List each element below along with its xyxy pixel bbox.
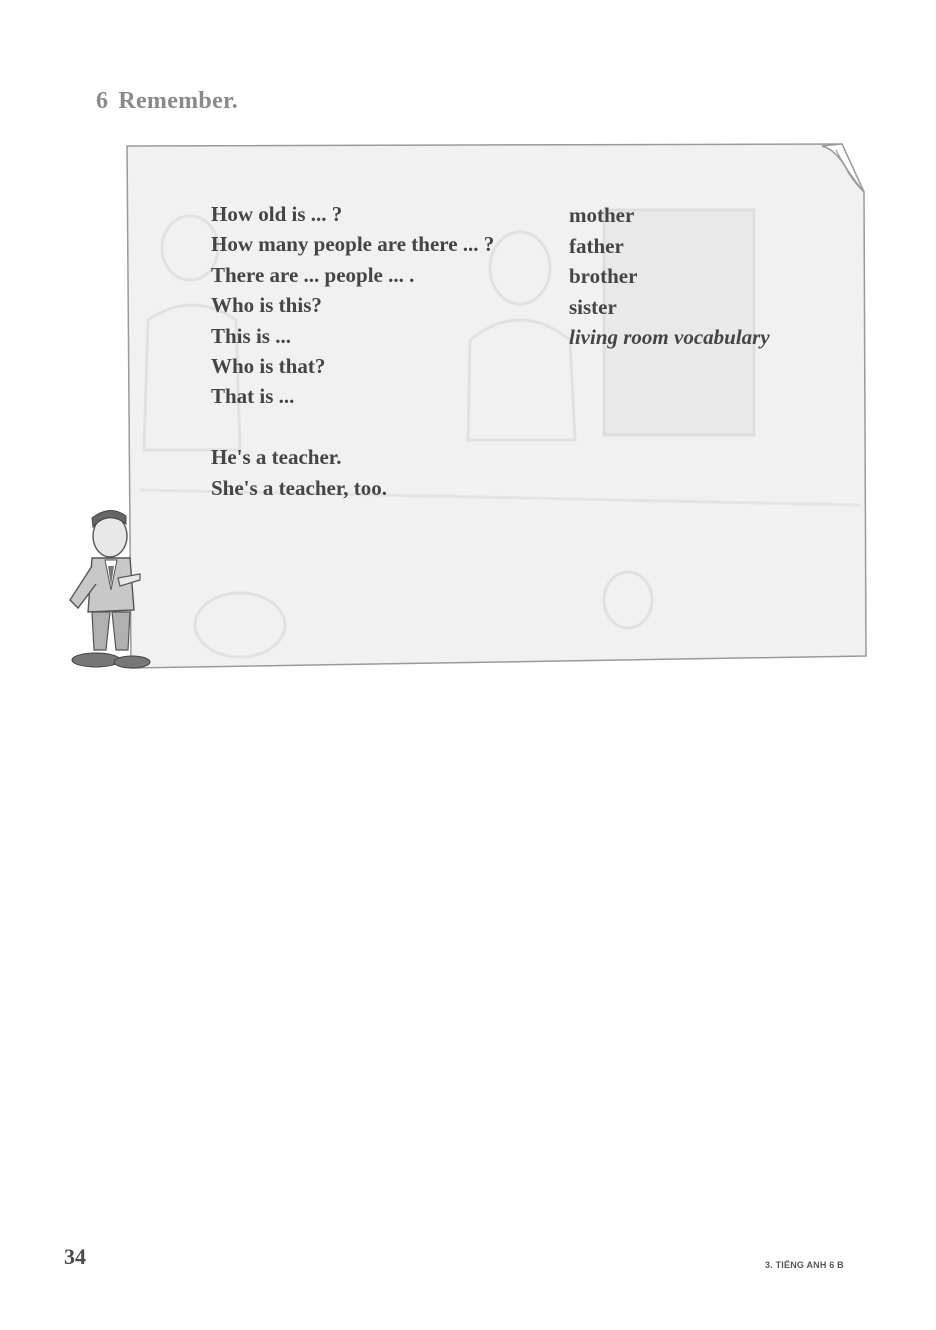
vocabulary-note: living room vocabulary bbox=[569, 325, 770, 350]
phrase-item: How many people are there ... ? bbox=[211, 232, 495, 257]
phrase-list bbox=[211, 199, 494, 503]
example-item: He's a teacher. bbox=[211, 445, 342, 470]
vocabulary-list bbox=[569, 200, 770, 353]
footer-tag: 3. TIẾNG ANH 6 B bbox=[765, 1260, 844, 1270]
phrase-item: Who is this? bbox=[211, 293, 322, 318]
spacer bbox=[211, 412, 494, 442]
page-number: 34 bbox=[64, 1244, 86, 1269]
phrase-item: That is ... bbox=[211, 384, 295, 409]
vocabulary-item: father bbox=[569, 233, 624, 258]
vocabulary-item: sister bbox=[569, 294, 617, 319]
phrase-item: This is ... bbox=[211, 323, 291, 348]
vocabulary-item: mother bbox=[569, 203, 635, 227]
section-number: 6 bbox=[96, 88, 109, 114]
example-item: She's a teacher, too. bbox=[211, 475, 387, 500]
phrase-item: Who is that? bbox=[211, 353, 326, 378]
phrase-item: There are ... people ... . bbox=[211, 262, 415, 287]
vocabulary-item: brother bbox=[569, 264, 638, 289]
phrase-item: How old is ... ? bbox=[211, 202, 343, 226]
section-title: Remember. bbox=[118, 88, 239, 114]
